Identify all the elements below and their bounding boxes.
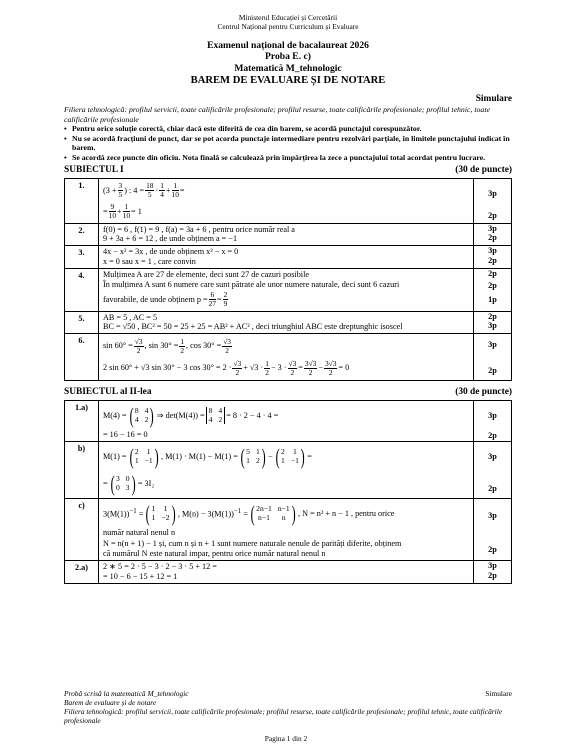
page-number: Pagina 1 din 2 <box>264 734 308 743</box>
instruction-bullet: • Pentru orice soluție corectă, chiar dacă este diferită de cea din barem, se acordă punctajul corespunzător. <box>64 124 422 134</box>
center-name: Centrul Național pentru Curriculum și Evaluare <box>217 21 359 31</box>
table-row: 1. (3 + $\frac{3}{5}$ ) : 4 = $\frac{18}{5}$ · $\frac{1}{4}$ + $\frac{1}{10}$ = = $\frac{9}{10}$ + $\frac{1}{10}$ = 1 3p 2p <box>65 178 512 223</box>
table-row: 2. f(0) = 6 , f(1) = 9 , f(a) = 3a + 6 , pentru orice număr real a 9 + 3a + 6 = 12 , de unde obținem a = −1 3p 2p <box>65 223 512 246</box>
footer-simulare: Simulare <box>485 689 512 698</box>
title-block <box>64 40 512 88</box>
simulare-label: Simulare <box>475 93 512 104</box>
filiera-text: Filiera tehnologică: profilul servicii, toate calificările profesionale; profilul resurse, toate calificările profesionale; profilul tehnic, toate calificările profesionale <box>64 105 490 124</box>
table-row: c) $3(M(1))^{-1}$ = ( 1 1 1 −2 ) , $M(n) - 3(M(1))^{-1}$ = ( 2n−1 n−1 n−1 n ) , N = n² + n − 1 , pentru orice număr natural nenul n N = n(n + 1) − 1 și, cum n și n + 1 sunt numere naturale nenule de parități diferite, obținem că numărul N este natural impar, pentru orice număr natural nenul n 3p 2p <box>65 498 512 561</box>
section-2-table <box>64 400 512 584</box>
exam-proba: Proba E. c) <box>265 51 311 63</box>
table-row: 5. AB = 5 , AC = 5 BC = √50 , BC² = 50 = 25 + 25 = AB² + AC² , deci triunghiul ABC este dreptunghic isoscel 2p 3p <box>65 311 512 334</box>
table-row: 4. Mulțimea A are 27 de elemente, deci sunt 27 de cazuri posibile În mulțimea A sunt 6 numere care sunt pătrate ale unor numere naturale, deci sunt 6 cazuri favorabile, de unde obținem p = $\frac{6}{27}$ = $\frac{2}{9}$ 2p 2p 1p <box>65 268 512 311</box>
section-2-heading: SUBIECTUL al II-lea (30 de puncte) <box>64 387 512 398</box>
footer-barem: Barem de evaluare și de notare <box>64 697 157 707</box>
section-1-table <box>64 178 512 382</box>
barem-title: BAREM DE EVALUARE ȘI DE NOTARE <box>190 75 386 87</box>
table-row: 1.a) M(4) = ( 8 4 4 2 ) ⇒ det(M(4)) = 8 4 4 2 = 8 · 2 − 4 · 4 = = 16 − 16 = 0 3p 2p <box>65 400 512 441</box>
exam-subject: Matematică M_tehnologic <box>234 62 342 74</box>
instructions <box>64 105 512 162</box>
header <box>64 14 512 32</box>
footer-proba: Probă scrisă la matematică M_tehnologic <box>64 689 189 698</box>
table-row: 6. sin 60° = $\frac{√3}{2}$ , sin 30° = $\frac{1}{2}$ , cos 30° = $\frac{√3}{2}$ 2 sin 60° + √3 sin 30° − 3 cos 30° = 2 · $\frac{√3}{2}$ + √3 · $\frac{1}{2}$ − 3 · $\frac{√3}{2}$ = $\frac{3√3}{2}$ − $\frac{3√3}{2}$ = 0 3p 2p <box>65 334 512 381</box>
table-row: 3. 4x − x² = 3x , de unde obținem x² − x = 0 x = 0 sau x = 1 , care convin 3p 2p <box>65 246 512 269</box>
section-1-heading: SUBIECTUL I (30 de puncte) <box>64 165 512 176</box>
instruction-bullet: • Nu se acordă fracțiuni de punct, dar se pot acorda punctaje intermediare pentru rezolvări parțiale, în limitele punctajului indicat în barem. <box>64 133 510 153</box>
footer <box>64 690 512 726</box>
exam-title: Examenul național de bacalaureat 2026 <box>207 39 369 51</box>
table-row: b) M(1) = ( 2 1 1 −1 ) , M(1) · M(1) − M(1) = ( 5 1 1 2 ) − ( 2 1 1 −1 ) = = ( 3 0 0 3 ) = 3I₂ 3p 2p <box>65 441 512 498</box>
ministry-name: Ministerul Educației și Cercetării <box>238 13 338 22</box>
footer-filiera: Filiera tehnologică: profilul servicii, toate calificările profesionale; profilul resurse, toate calificările profesionale; profilul tehnic, toate calificările profesionale <box>64 706 503 725</box>
instruction-bullet: • Se acordă zece puncte din oficiu. Nota finală se calculează prin împărțirea la zece a punctajului total acordat pentru lucrare. <box>64 152 486 162</box>
table-row: 2.a) 2 ∗ 5 = 2 · 5 − 3 · 2 − 3 · 5 + 12 = = 10 − 6 − 15 + 12 = 1 3p 2p <box>65 561 512 584</box>
